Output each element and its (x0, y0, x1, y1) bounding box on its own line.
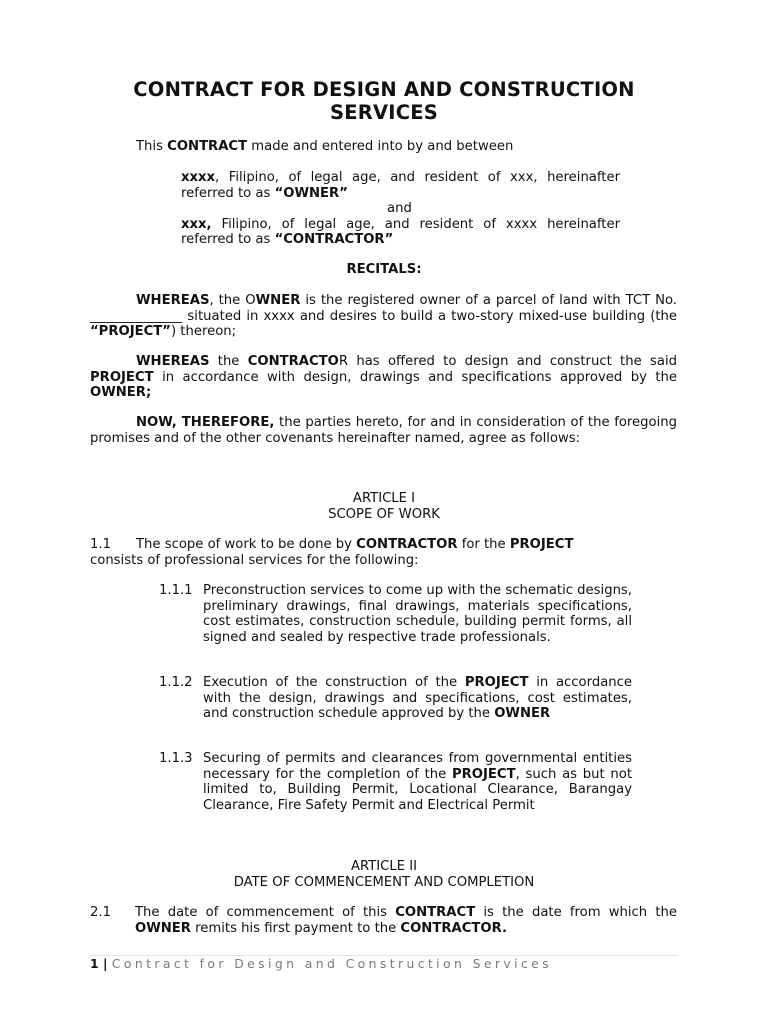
recitals-heading: RECITALS: (346, 262, 422, 277)
title-line-2: SERVICES (329, 101, 438, 124)
section-1-1-1: 1.1.1 Preconstruction services to come up with the schematic designs, preliminary drawings, final drawings, materials specifications, cost estimates, construction schedule, building permit forms, all signed and sealed by respective trade professionals. (159, 583, 632, 645)
article-2-title: DATE OF COMMENCEMENT AND COMPLETION (233, 874, 535, 890)
recital-paragraph-2: WHEREAS the CONTRACTOR has offered to design and construct the said PROJECT in accordance with design, drawings and specifications approved by the OWNER; (90, 354, 677, 400)
recital-paragraph-1: WHEREAS, the OWNER is the registered owner of a parcel of land with TCT No. ______________ situated in xxxx and desires to build a two-story mixed-use building (the “PROJECT”) thereon; (90, 293, 677, 339)
article-2-heading (80, 859, 688, 890)
title-line-1: CONTRACT FOR DESIGN AND CONSTRUCTION (133, 78, 635, 101)
parties-block (181, 170, 620, 248)
document-title (80, 78, 688, 124)
and-separator: and (387, 201, 412, 216)
section-1-1: 1.1 The scope of work to be done by CONTRACTOR for the PROJECT consists of professional services for the following: (90, 537, 574, 568)
recital-paragraph-3: NOW, THEREFORE, the parties hereto, for and in consideration of the foregoing promises and of the other covenants hereinafter named, agree as follows: (90, 415, 678, 446)
section-number: 1.1.1 (159, 583, 193, 598)
contractor-party: xxx, Filipino, of legal age, and resident of xxxx hereinafter referred to as “CONTRACTOR” (181, 216, 620, 247)
section-number: 1.1.2 (159, 675, 193, 690)
section-2-1: 2.1 The date of commencement of this CONTRACT is the date from which the OWNER remits his first payment to the CONTRACTOR. (90, 905, 677, 936)
article-1-number: ARTICLE I (352, 491, 416, 506)
intro-line: This CONTRACT made and entered into by and between (136, 139, 514, 154)
footer-separator: | (98, 956, 112, 971)
section-number: 1.1.3 (159, 751, 193, 766)
section-number: 2.1 (90, 905, 111, 920)
section-1-1-2: 1.1.2 Execution of the construction of the PROJECT in accordance with the design, drawings and specifications, cost estimates, and construction schedule approved by the OWNER (159, 675, 632, 721)
article-1-title: SCOPE OF WORK (328, 506, 440, 522)
article-1-heading (80, 491, 688, 522)
page-footer (90, 955, 678, 972)
article-2-number: ARTICLE II (350, 859, 418, 874)
section-number: 1.1 (90, 537, 111, 552)
running-title: Contract for Design and Construction Services (111, 956, 553, 971)
owner-party: xxxx, Filipino, of legal age, and resident of xxx, hereinafter referred to as “OWNER” (181, 170, 620, 201)
section-1-1-3: 1.1.3 Securing of permits and clearances from governmental entities necessary for the completion of the PROJECT, such as but not limited to, Building Permit, Locational Clearance, Barangay Clearance, Fire Safety Permit and Electrical Permit (159, 751, 632, 813)
page-number: 1 (90, 956, 99, 971)
